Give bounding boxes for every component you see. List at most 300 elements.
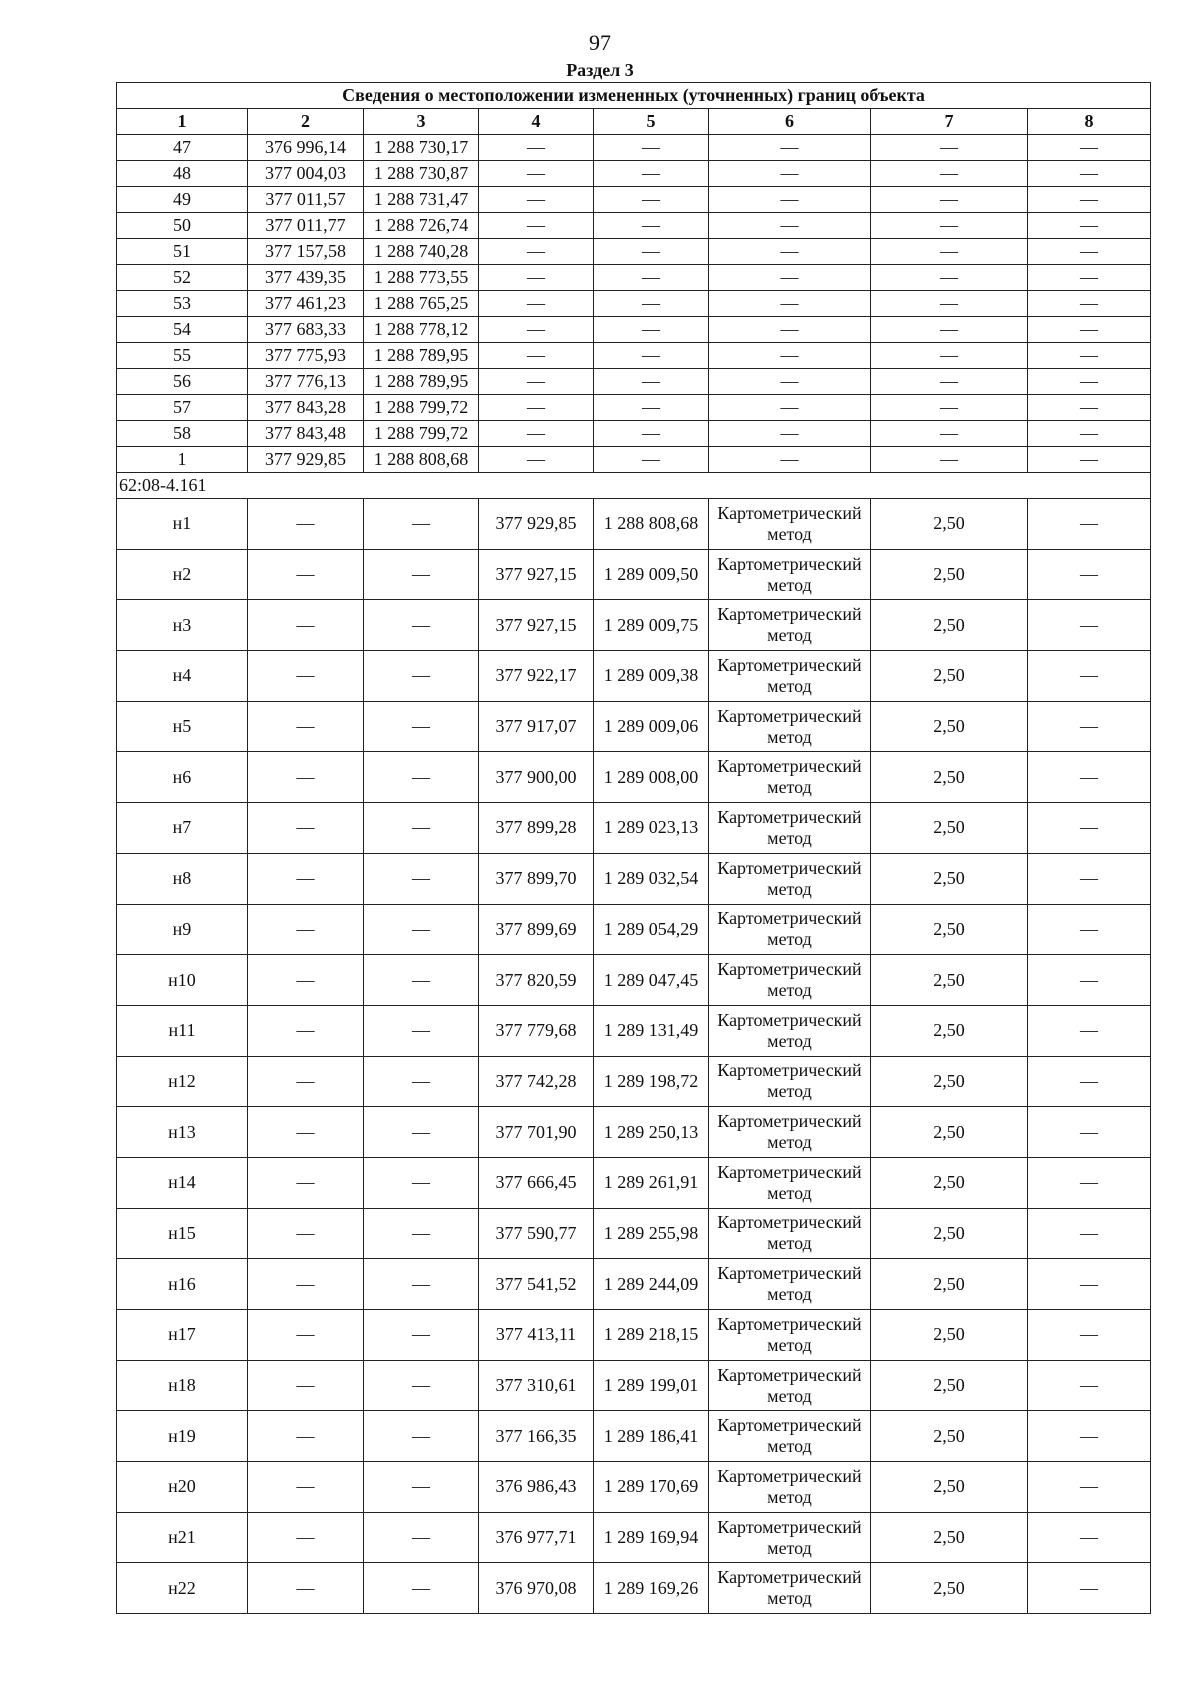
empty-value: — <box>594 317 709 343</box>
accuracy-cell: 2,50 <box>871 1310 1028 1361</box>
empty-value: — <box>479 369 594 395</box>
point-number: н15 <box>117 1208 248 1259</box>
method-cell: Картометрический метод <box>709 1107 871 1158</box>
point-number: н6 <box>117 752 248 803</box>
empty-value: — <box>248 1411 364 1462</box>
section-title: Раздел 3 <box>566 60 634 80</box>
empty-value: — <box>479 265 594 291</box>
empty-value: — <box>248 1005 364 1056</box>
empty-value: — <box>871 239 1028 265</box>
point-number: н1 <box>117 499 248 550</box>
method-cell: Картометрический метод <box>709 1563 871 1614</box>
empty-value: — <box>364 651 479 702</box>
point-number: н2 <box>117 549 248 600</box>
method-cell: Картометрический метод <box>709 549 871 600</box>
empty-value: — <box>364 1157 479 1208</box>
empty-value: — <box>1028 600 1151 651</box>
group-row <box>117 473 1151 499</box>
method-cell: Картометрический метод <box>709 853 871 904</box>
empty-value: — <box>594 395 709 421</box>
empty-value: — <box>364 499 479 550</box>
empty-value: — <box>1028 803 1151 854</box>
point-number: н11 <box>117 1005 248 1056</box>
empty-value: — <box>871 213 1028 239</box>
empty-value: — <box>248 1208 364 1259</box>
empty-value: — <box>871 343 1028 369</box>
empty-value: — <box>1028 239 1151 265</box>
coord-x-old: 377 004,03 <box>248 161 364 187</box>
coord-x-old: 377 843,48 <box>248 421 364 447</box>
coord-x-new: 376 986,43 <box>479 1462 594 1513</box>
empty-value: — <box>364 904 479 955</box>
method-cell: Картометрический метод <box>709 1005 871 1056</box>
accuracy-cell: 2,50 <box>871 1462 1028 1513</box>
point-number: 48 <box>117 161 248 187</box>
table-row <box>117 1259 1151 1310</box>
empty-value: — <box>1028 1512 1151 1563</box>
table-row <box>117 752 1151 803</box>
point-number: н4 <box>117 651 248 702</box>
empty-value: — <box>871 395 1028 421</box>
coord-x-new: 377 927,15 <box>479 549 594 600</box>
table-row <box>117 1512 1151 1563</box>
empty-value: — <box>709 421 871 447</box>
empty-value: — <box>1028 1005 1151 1056</box>
empty-value: — <box>248 701 364 752</box>
empty-value: — <box>1028 549 1151 600</box>
coord-y-new: 1 289 009,06 <box>594 701 709 752</box>
empty-value: — <box>594 135 709 161</box>
empty-value: — <box>364 1259 479 1310</box>
empty-value: — <box>709 213 871 239</box>
coord-x-old: 376 996,14 <box>248 135 364 161</box>
empty-value: — <box>364 1107 479 1158</box>
coord-y-new: 1 289 169,26 <box>594 1563 709 1614</box>
empty-value: — <box>1028 317 1151 343</box>
column-header: 1 <box>117 109 248 135</box>
empty-value: — <box>364 853 479 904</box>
empty-value: — <box>594 421 709 447</box>
table-row <box>117 955 1151 1006</box>
empty-value: — <box>871 135 1028 161</box>
accuracy-cell: 2,50 <box>871 853 1028 904</box>
empty-value: — <box>364 955 479 1006</box>
accuracy-cell: 2,50 <box>871 803 1028 854</box>
accuracy-cell: 2,50 <box>871 549 1028 600</box>
empty-value: — <box>1028 1310 1151 1361</box>
empty-value: — <box>871 447 1028 473</box>
table-row <box>117 187 1151 213</box>
coord-x-old: 377 776,13 <box>248 369 364 395</box>
table-row <box>117 1360 1151 1411</box>
empty-value: — <box>248 1107 364 1158</box>
coord-y-new: 1 289 032,54 <box>594 853 709 904</box>
empty-value: — <box>1028 1107 1151 1158</box>
coord-y-new: 1 289 047,45 <box>594 955 709 1006</box>
table-row <box>117 600 1151 651</box>
empty-value: — <box>248 1360 364 1411</box>
point-number: 55 <box>117 343 248 369</box>
point-number: н9 <box>117 904 248 955</box>
empty-value: — <box>709 291 871 317</box>
point-number: 52 <box>117 265 248 291</box>
coord-x-new: 377 779,68 <box>479 1005 594 1056</box>
empty-value: — <box>479 239 594 265</box>
empty-value: — <box>1028 752 1151 803</box>
point-number: н13 <box>117 1107 248 1158</box>
method-cell: Картометрический метод <box>709 1208 871 1259</box>
coord-x-new: 377 899,28 <box>479 803 594 854</box>
accuracy-cell: 2,50 <box>871 499 1028 550</box>
coord-x-new: 376 977,71 <box>479 1512 594 1563</box>
empty-value: — <box>709 265 871 291</box>
table-row <box>117 701 1151 752</box>
empty-value: — <box>1028 187 1151 213</box>
point-number: н17 <box>117 1310 248 1361</box>
empty-value: — <box>871 421 1028 447</box>
table-row <box>117 343 1151 369</box>
method-cell: Картометрический метод <box>709 1360 871 1411</box>
empty-value: — <box>364 1310 479 1361</box>
table-row <box>117 1462 1151 1513</box>
point-number: 49 <box>117 187 248 213</box>
point-number: 53 <box>117 291 248 317</box>
empty-value: — <box>1028 1360 1151 1411</box>
empty-value: — <box>248 1056 364 1107</box>
table-row <box>117 213 1151 239</box>
coord-y-new: 1 289 054,29 <box>594 904 709 955</box>
empty-value: — <box>479 213 594 239</box>
coord-y-old: 1 288 808,68 <box>364 447 479 473</box>
empty-value: — <box>709 239 871 265</box>
empty-value: — <box>709 187 871 213</box>
coord-x-new: 377 590,77 <box>479 1208 594 1259</box>
point-number: н3 <box>117 600 248 651</box>
empty-value: — <box>364 752 479 803</box>
table-row <box>117 265 1151 291</box>
empty-value: — <box>248 549 364 600</box>
method-cell: Картометрический метод <box>709 1157 871 1208</box>
empty-value: — <box>594 239 709 265</box>
table-row <box>117 1005 1151 1056</box>
coord-y-new: 1 289 009,75 <box>594 600 709 651</box>
empty-value: — <box>871 369 1028 395</box>
coord-x-new: 377 666,45 <box>479 1157 594 1208</box>
coord-y-new: 1 289 261,91 <box>594 1157 709 1208</box>
empty-value: — <box>709 343 871 369</box>
table-row <box>117 1310 1151 1361</box>
empty-value: — <box>871 187 1028 213</box>
empty-value: — <box>364 1563 479 1614</box>
empty-value: — <box>248 1310 364 1361</box>
method-cell: Картометрический метод <box>709 803 871 854</box>
method-cell: Картометрический метод <box>709 1310 871 1361</box>
method-cell: Картометрический метод <box>709 651 871 702</box>
table-row <box>117 395 1151 421</box>
table-row <box>117 499 1151 550</box>
empty-value: — <box>1028 1411 1151 1462</box>
method-cell: Картометрический метод <box>709 499 871 550</box>
coord-x-new: 377 310,61 <box>479 1360 594 1411</box>
empty-value: — <box>1028 369 1151 395</box>
empty-value: — <box>248 600 364 651</box>
table-row <box>117 317 1151 343</box>
empty-value: — <box>364 600 479 651</box>
accuracy-cell: 2,50 <box>871 904 1028 955</box>
coord-y-old: 1 288 773,55 <box>364 265 479 291</box>
table-caption-row <box>117 83 1151 109</box>
coord-y-new: 1 289 218,15 <box>594 1310 709 1361</box>
empty-value: — <box>1028 1157 1151 1208</box>
empty-value: — <box>364 1462 479 1513</box>
empty-value: — <box>248 1563 364 1614</box>
coord-x-old: 377 461,23 <box>248 291 364 317</box>
empty-value: — <box>479 291 594 317</box>
coord-y-new: 1 289 009,50 <box>594 549 709 600</box>
empty-value: — <box>479 343 594 369</box>
empty-value: — <box>1028 135 1151 161</box>
point-number: н8 <box>117 853 248 904</box>
coord-x-new: 376 970,08 <box>479 1563 594 1614</box>
coord-x-new: 377 922,17 <box>479 651 594 702</box>
table-row <box>117 803 1151 854</box>
point-number: 47 <box>117 135 248 161</box>
empty-value: — <box>248 853 364 904</box>
empty-value: — <box>594 447 709 473</box>
empty-value: — <box>1028 447 1151 473</box>
table-row <box>117 421 1151 447</box>
coord-y-old: 1 288 799,72 <box>364 421 479 447</box>
point-number: 58 <box>117 421 248 447</box>
method-cell: Картометрический метод <box>709 1411 871 1462</box>
empty-value: — <box>248 1157 364 1208</box>
coord-x-old: 377 157,58 <box>248 239 364 265</box>
coord-y-old: 1 288 731,47 <box>364 187 479 213</box>
empty-value: — <box>248 1512 364 1563</box>
accuracy-cell: 2,50 <box>871 1360 1028 1411</box>
empty-value: — <box>364 1411 479 1462</box>
coord-y-new: 1 289 009,38 <box>594 651 709 702</box>
empty-value: — <box>1028 701 1151 752</box>
coord-y-old: 1 288 789,95 <box>364 369 479 395</box>
coord-x-new: 377 900,00 <box>479 752 594 803</box>
point-number: н12 <box>117 1056 248 1107</box>
empty-value: — <box>1028 651 1151 702</box>
column-header: 4 <box>479 109 594 135</box>
empty-value: — <box>709 161 871 187</box>
empty-value: — <box>594 187 709 213</box>
empty-value: — <box>1028 343 1151 369</box>
empty-value: — <box>364 701 479 752</box>
coord-y-new: 1 289 244,09 <box>594 1259 709 1310</box>
table-row <box>117 1208 1151 1259</box>
method-cell: Картометрический метод <box>709 1512 871 1563</box>
empty-value: — <box>594 213 709 239</box>
empty-value: — <box>479 187 594 213</box>
point-number: н7 <box>117 803 248 854</box>
column-header: 2 <box>248 109 364 135</box>
empty-value: — <box>479 135 594 161</box>
empty-value: — <box>1028 955 1151 1006</box>
point-number: н19 <box>117 1411 248 1462</box>
empty-value: — <box>479 421 594 447</box>
empty-value: — <box>1028 904 1151 955</box>
table-row <box>117 447 1151 473</box>
coord-y-new: 1 289 023,13 <box>594 803 709 854</box>
boundary-table <box>116 82 1151 1614</box>
method-cell: Картометрический метод <box>709 904 871 955</box>
method-cell: Картометрический метод <box>709 701 871 752</box>
table-row <box>117 1056 1151 1107</box>
point-number: 56 <box>117 369 248 395</box>
accuracy-cell: 2,50 <box>871 1056 1028 1107</box>
coord-y-old: 1 288 730,17 <box>364 135 479 161</box>
table-row <box>117 291 1151 317</box>
coord-y-new: 1 289 186,41 <box>594 1411 709 1462</box>
empty-value: — <box>1028 1462 1151 1513</box>
empty-value: — <box>1028 395 1151 421</box>
empty-value: — <box>1028 853 1151 904</box>
accuracy-cell: 2,50 <box>871 1563 1028 1614</box>
accuracy-cell: 2,50 <box>871 1005 1028 1056</box>
coord-x-old: 377 683,33 <box>248 317 364 343</box>
accuracy-cell: 2,50 <box>871 1259 1028 1310</box>
point-number: н16 <box>117 1259 248 1310</box>
table-row <box>117 1411 1151 1462</box>
coord-y-new: 1 288 808,68 <box>594 499 709 550</box>
method-cell: Картометрический метод <box>709 1259 871 1310</box>
coord-x-new: 377 929,85 <box>479 499 594 550</box>
coord-y-new: 1 289 198,72 <box>594 1056 709 1107</box>
empty-value: — <box>1028 1208 1151 1259</box>
accuracy-cell: 2,50 <box>871 955 1028 1006</box>
empty-value: — <box>1028 161 1151 187</box>
empty-value: — <box>248 1259 364 1310</box>
coord-y-old: 1 288 730,87 <box>364 161 479 187</box>
coord-y-new: 1 289 250,13 <box>594 1107 709 1158</box>
point-number: н20 <box>117 1462 248 1513</box>
coord-x-new: 377 917,07 <box>479 701 594 752</box>
empty-value: — <box>871 291 1028 317</box>
coord-y-new: 1 289 169,94 <box>594 1512 709 1563</box>
coord-y-new: 1 289 255,98 <box>594 1208 709 1259</box>
empty-value: — <box>479 161 594 187</box>
accuracy-cell: 2,50 <box>871 600 1028 651</box>
table-row <box>117 161 1151 187</box>
empty-value: — <box>364 1056 479 1107</box>
empty-value: — <box>479 395 594 421</box>
point-number: н18 <box>117 1360 248 1411</box>
table-row <box>117 1107 1151 1158</box>
empty-value: — <box>479 447 594 473</box>
empty-value: — <box>871 265 1028 291</box>
method-cell: Картометрический метод <box>709 1462 871 1513</box>
coord-y-old: 1 288 726,74 <box>364 213 479 239</box>
accuracy-cell: 2,50 <box>871 1512 1028 1563</box>
empty-value: — <box>364 1005 479 1056</box>
method-cell: Картометрический метод <box>709 600 871 651</box>
coord-y-old: 1 288 765,25 <box>364 291 479 317</box>
coord-x-new: 377 413,11 <box>479 1310 594 1361</box>
table-row <box>117 904 1151 955</box>
empty-value: — <box>594 343 709 369</box>
table-row <box>117 549 1151 600</box>
coord-x-new: 377 541,52 <box>479 1259 594 1310</box>
accuracy-cell: 2,50 <box>871 1107 1028 1158</box>
empty-value: — <box>709 135 871 161</box>
empty-value: — <box>248 752 364 803</box>
method-cell: Картометрический метод <box>709 955 871 1006</box>
empty-value: — <box>1028 1259 1151 1310</box>
table-row <box>117 239 1151 265</box>
coord-x-old: 377 011,77 <box>248 213 364 239</box>
column-header: 8 <box>1028 109 1151 135</box>
column-header: 7 <box>871 109 1028 135</box>
coord-y-old: 1 288 740,28 <box>364 239 479 265</box>
empty-value: — <box>364 549 479 600</box>
point-number: н10 <box>117 955 248 1006</box>
coord-x-new: 377 820,59 <box>479 955 594 1006</box>
empty-value: — <box>1028 265 1151 291</box>
coord-y-old: 1 288 799,72 <box>364 395 479 421</box>
empty-value: — <box>248 904 364 955</box>
point-number: 1 <box>117 447 248 473</box>
coord-x-old: 377 929,85 <box>248 447 364 473</box>
coord-y-new: 1 289 008,00 <box>594 752 709 803</box>
empty-value: — <box>248 803 364 854</box>
coord-x-old: 377 843,28 <box>248 395 364 421</box>
coord-x-old: 377 775,93 <box>248 343 364 369</box>
empty-value: — <box>594 265 709 291</box>
empty-value: — <box>364 1360 479 1411</box>
coord-x-new: 377 899,69 <box>479 904 594 955</box>
empty-value: — <box>364 803 479 854</box>
accuracy-cell: 2,50 <box>871 1157 1028 1208</box>
table-row <box>117 1563 1151 1614</box>
table-row <box>117 651 1151 702</box>
empty-value: — <box>1028 1056 1151 1107</box>
column-header: 6 <box>709 109 871 135</box>
table-row <box>117 853 1151 904</box>
empty-value: — <box>709 369 871 395</box>
coord-x-old: 377 439,35 <box>248 265 364 291</box>
accuracy-cell: 2,50 <box>871 651 1028 702</box>
coord-x-new: 377 701,90 <box>479 1107 594 1158</box>
group-label: 62:08-4.161 <box>117 473 1151 499</box>
point-number: н21 <box>117 1512 248 1563</box>
coord-x-old: 377 011,57 <box>248 187 364 213</box>
empty-value: — <box>479 317 594 343</box>
table-row <box>117 369 1151 395</box>
empty-value: — <box>871 161 1028 187</box>
empty-value: — <box>709 447 871 473</box>
empty-value: — <box>248 1462 364 1513</box>
coord-x-new: 377 742,28 <box>479 1056 594 1107</box>
empty-value: — <box>594 161 709 187</box>
coord-y-new: 1 289 170,69 <box>594 1462 709 1513</box>
empty-value: — <box>1028 499 1151 550</box>
empty-value: — <box>248 955 364 1006</box>
accuracy-cell: 2,50 <box>871 752 1028 803</box>
point-number: н22 <box>117 1563 248 1614</box>
point-number: н5 <box>117 701 248 752</box>
coord-x-new: 377 899,70 <box>479 853 594 904</box>
empty-value: — <box>364 1208 479 1259</box>
coord-y-new: 1 289 199,01 <box>594 1360 709 1411</box>
coord-y-old: 1 288 778,12 <box>364 317 479 343</box>
column-header-row <box>117 109 1151 135</box>
empty-value: — <box>709 317 871 343</box>
